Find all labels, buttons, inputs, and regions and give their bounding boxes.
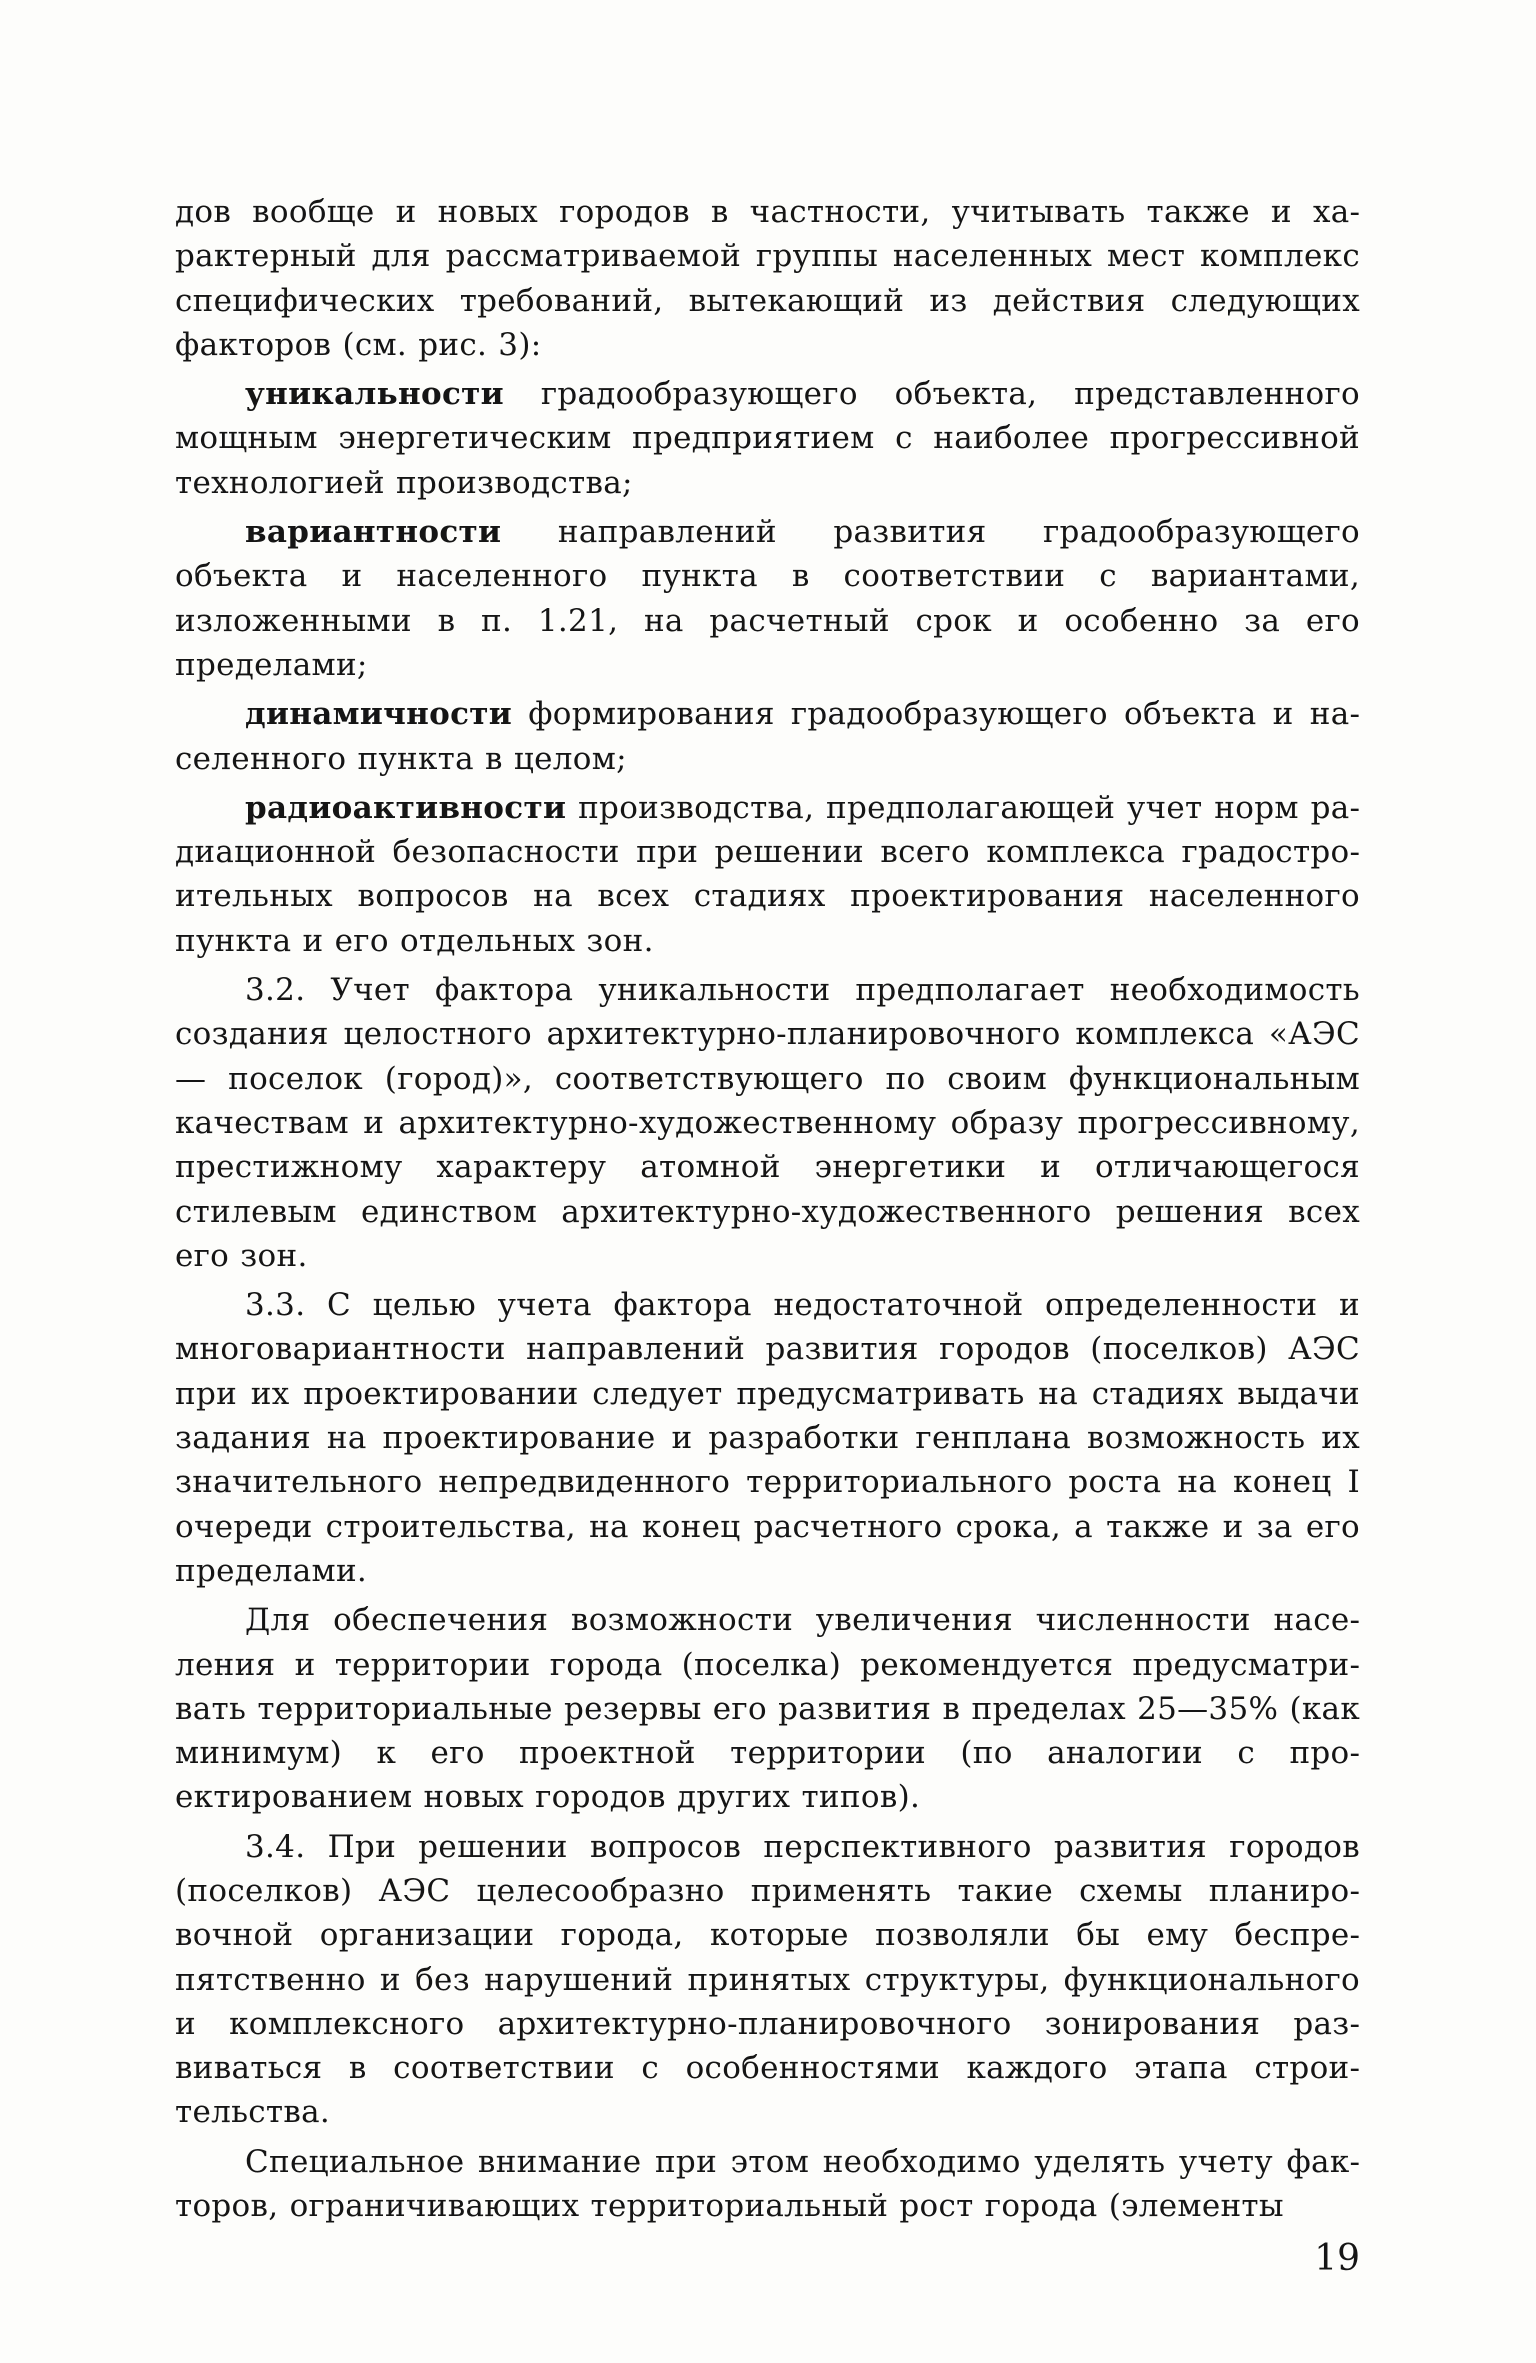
paragraph-variance xyxy=(175,510,1360,687)
paragraph-3-4 xyxy=(175,1825,1360,2135)
paragraph-dynamism xyxy=(175,692,1360,781)
body-text xyxy=(175,190,1360,2233)
term-radioactivity: радиоактивности xyxy=(245,789,567,826)
paragraph-special-attention xyxy=(175,2140,1360,2229)
page-number: 19 xyxy=(1314,2238,1360,2279)
paragraph-3-3 xyxy=(175,1283,1360,1593)
paragraph-intro xyxy=(175,190,1360,367)
paragraph-text: градообразующего объекта, представленного мощным энергетическим предприятием с наиболее прогрессивной технологией производства; xyxy=(175,376,1360,501)
paragraph-text: 3.4. При решении вопросов перспективного развития городов (поселков) АЭС целесообразно применять такие схемы планировочной организации города, которые позволяли бы ему беспрепятственно и без нарушений принятых структуры, функционального и комплексного архитектурно-планировочного зонирования развиваться в соответствии с особенностями каждого этапа строительства. xyxy=(175,1828,1360,2131)
paragraph-text: производства, предполагающей учет норм радиационной безопасности при решении всего комплекса градостроительных вопросов на всех стадиях проектирования населенного пункта и его отдельных зон. xyxy=(175,789,1360,959)
paragraph-text: 3.2. Учет фактора уникальности предполагает необходимость создания целостного архитектурно-планировочного комплекса «АЭС — поселок (город)», соответствующего по своим функциональным качествам и архитектурно-художественному образу прогрессивному, престижному характеру атомной энергетики и отличающегося стилевым единством архитектурно-художественного решения всех его зон. xyxy=(175,972,1360,1274)
paragraph-text: Специальное внимание при этом необходимо уделять учету факторов, ограничивающих территориальный рост города (элементы xyxy=(175,2143,1360,2225)
paragraph-3-2 xyxy=(175,968,1360,1278)
paragraph-text: 3.3. С целью учета фактора недостаточной определенности и многовариантности направлений развития городов (поселков) АЭС при их проектировании следует предусматривать на стадиях выдачи задания на проектирование и разработки генплана возможность их значительного непредвиденного территориального роста на конец I очереди строительства, на конец расчетного срока, а также и за его пределами. xyxy=(175,1287,1360,1589)
paragraph-text: направлений развития градообразующего объекта и населенного пункта в соответствии с вариантами, изложенными в п. 1.21, на расчетный срок и особенно за его пределами; xyxy=(175,514,1360,683)
paragraph-radioactivity xyxy=(175,786,1360,963)
paragraph-text: формирования градообразующего объекта и населенного пункта в целом; xyxy=(175,696,1360,777)
term-variance: вариантности xyxy=(245,514,502,551)
paragraph-text: Для обеспечения возможности увеличения численности населения и территории города (поселка) рекомендуется предусматривать территориальные резервы его развития в пределах 25—35% (как минимум) к его проектной территории (по аналогии с проектированием новых городов других типов). xyxy=(175,1602,1360,1816)
term-dynamism: динамичности xyxy=(245,696,513,733)
term-uniqueness: уникальности xyxy=(245,376,504,413)
paragraph-text: дов вообще и новых городов в частности, учитывать также и характерный для рассматриваемой группы населенных мест комплекс специфических требований, вытекающий из действия следующих факторов (см. рис. 3): xyxy=(175,194,1360,363)
paragraph-reserves xyxy=(175,1598,1360,1819)
paragraph-uniqueness xyxy=(175,372,1360,505)
